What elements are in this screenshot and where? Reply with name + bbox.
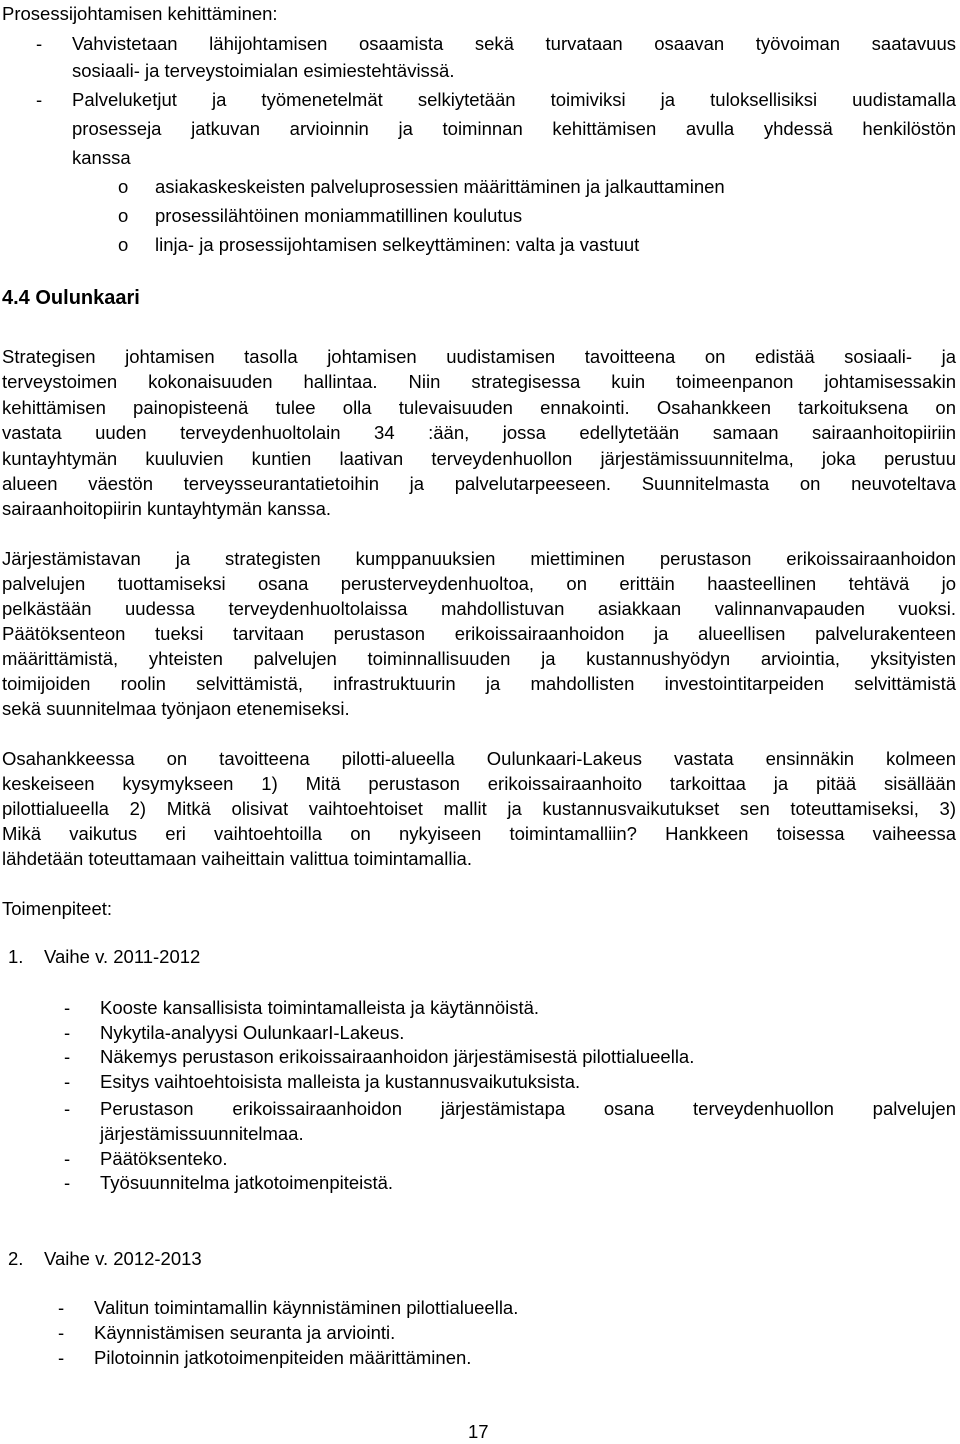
- bullet-marker: -: [58, 1347, 65, 1368]
- p2-line-6: toimijoiden roolin selvittämistä, infrastruktuurin ja mahdollisten investointitarpeiden selvittämistä: [2, 673, 956, 694]
- phase-1-item-5-line-2: järjestämissuunnitelmaa.: [100, 1123, 304, 1144]
- p1-line-4: vastata uuden terveydenhuoltolain 34 :ään, jossa edellytetään samaan sairaanhoitopiiriin: [2, 422, 956, 443]
- section-heading: 4.4 Oulunkaari: [2, 287, 140, 309]
- p2-line-1: Järjestämistavan ja strategisten kumppanuuksien miettiminen perustason erikoissairaanhoidon: [2, 548, 956, 569]
- phase-2-title: Vaihe v. 2012-2013: [44, 1248, 202, 1269]
- sub-bullet-marker: o: [118, 176, 129, 197]
- phase-1-item-4: Esitys vaihtoehtoisista malleista ja kustannusvaikutuksista.: [100, 1071, 581, 1092]
- intro-heading: Prosessijohtamisen kehittäminen:: [2, 3, 278, 24]
- bullet-marker: -: [64, 1098, 71, 1119]
- page-number: 17: [468, 1421, 489, 1442]
- phase-1-title: Vaihe v. 2011-2012: [44, 946, 201, 967]
- bullet-marker: -: [64, 997, 71, 1018]
- p3-line-5: lähdetään toteuttamaan vaiheittain valittua toimintamallia.: [2, 848, 472, 869]
- phase-2-item-3: Pilotoinnin jatkotoimenpiteiden määrittäminen.: [94, 1347, 472, 1368]
- bullet-marker: -: [64, 1046, 71, 1067]
- bullet-marker: -: [64, 1022, 71, 1043]
- bullet-marker: -: [36, 89, 43, 110]
- bullet-marker: -: [64, 1148, 71, 1169]
- phase-1-item-1: Kooste kansallisista toimintamalleista ja käytännöistä.: [100, 997, 540, 1018]
- phase-1-item-7: Työsuunnitelma jatkotoimenpiteistä.: [100, 1172, 394, 1193]
- p2-line-7: sekä suunnitelmaa työnjaon etenemiseksi.: [2, 698, 350, 719]
- intro-item-2-line-1: Palveluketjut ja työmenetelmät selkiytetään toimiviksi ja tuloksellisiksi uudistamalla: [72, 89, 956, 110]
- intro-subitem-1: asiakaskeskeisten palveluprosessien määrittäminen ja jalkauttaminen: [155, 176, 725, 197]
- bullet-marker: -: [36, 33, 43, 54]
- bullet-marker: -: [58, 1322, 65, 1343]
- p3-line-4: Mikä vaikutus eri vaihtoehtoilla on nykyiseen toimintamalliin? Hankkeen toisessa vaiheessa: [2, 823, 956, 844]
- p1-line-6: alueen väestön terveysseurantatietoihin ja palvelutarpeeseen. Suunnitelmasta on neuvoteltava: [2, 473, 956, 494]
- p2-line-4: Päätöksenteon tueksi tarvitaan perustason erikoissairaanhoidon ja alueellisen palvelurakenteen: [2, 623, 956, 644]
- sub-bullet-marker: o: [118, 234, 129, 255]
- p3-line-3: pilottialueella 2) Mitkä olisivat vaihtoehtoiset mallit ja kustannusvaikutukset sen toteuttamiseksi, 3): [2, 798, 956, 819]
- p2-line-5: määrittämistä, yhteisten palvelujen toiminnallisuuden ja kustannushyödyn arviointia, yksityisten: [2, 648, 956, 669]
- p2-line-3: pelkästään uudessa terveydenhuoltolaissa mahdollistuvan asiakkaan valinnanvapauden vuoksi.: [2, 598, 956, 619]
- phase-1-number: 1.: [8, 946, 24, 967]
- intro-item-2-line-2: prosesseja jatkuvan arvioinnin ja toiminnan kehittämisen avulla yhdessä henkilöstön: [72, 118, 956, 139]
- phase-2-item-2: Käynnistämisen seuranta ja arviointi.: [94, 1322, 396, 1343]
- phase-1-item-5-line-1: Perustason erikoissairaanhoidon järjestämistapa osana terveydenhuollon palvelujen: [100, 1098, 956, 1119]
- p1-line-2: terveystoimen kokonaisuuden hallintaa. Niin strategisessa kuin toimeenpanon johtamisessakin: [2, 371, 956, 392]
- phase-1-item-3: Näkemys perustason erikoissairaanhoidon järjestämisestä pilottialueella.: [100, 1046, 695, 1067]
- p1-line-1: Strategisen johtamisen tasolla johtamisen uudistamisen tavoitteena on edistää sosiaali- ja: [2, 346, 956, 367]
- p2-line-2: palvelujen tuottamiseksi osana perusterveydenhuoltoa, on erittäin haasteellinen tehtävä jo: [2, 573, 956, 594]
- p1-line-5: kuntayhtymän kuuluvien kuntien laativan terveydenhuollon järjestämissuunnitelma, joka perustuu: [2, 448, 956, 469]
- p3-line-1: Osahankkeessa on tavoitteena pilotti-alueella Oulunkaari-Lakeus vastata ensinnäkin kolmeen: [2, 748, 956, 769]
- p1-line-3: kehittämisen painopisteenä tulee olla tulevaisuuden ennakointi. Osahankkeen tarkoituksena on: [2, 397, 956, 418]
- phase-1-item-2: Nykytila-analyysi OulunkaarI-Lakeus.: [100, 1022, 405, 1043]
- intro-item-2-line-3: kanssa: [72, 147, 131, 168]
- phase-2-item-1: Valitun toimintamallin käynnistäminen pilottialueella.: [94, 1297, 519, 1318]
- intro-subitem-2: prosessilähtöinen moniammatillinen koulutus: [155, 205, 523, 226]
- intro-item-1-line-1: Vahvistetaan lähijohtamisen osaamista sekä turvataan osaavan työvoiman saatavuus: [72, 33, 956, 54]
- phase-1-item-6: Päätöksenteko.: [100, 1148, 228, 1169]
- bullet-marker: -: [64, 1071, 71, 1092]
- sub-bullet-marker: o: [118, 205, 129, 226]
- intro-subitem-3: linja- ja prosessijohtamisen selkeyttäminen: valta ja vastuut: [155, 234, 640, 255]
- bullet-marker: -: [58, 1297, 65, 1318]
- intro-item-1-line-2: sosiaali- ja terveystoimialan esimiestehtävissä.: [72, 60, 455, 81]
- p3-line-2: keskeiseen kysymykseen 1) Mitä perustason erikoissairaanhoito tarkoittaa ja pitää sisällään: [2, 773, 956, 794]
- bullet-marker: -: [64, 1172, 71, 1193]
- actions-label: Toimenpiteet:: [2, 898, 113, 919]
- p1-line-7: sairaanhoitopiirin kuntayhtymän kanssa.: [2, 498, 332, 519]
- phase-2-number: 2.: [8, 1248, 24, 1269]
